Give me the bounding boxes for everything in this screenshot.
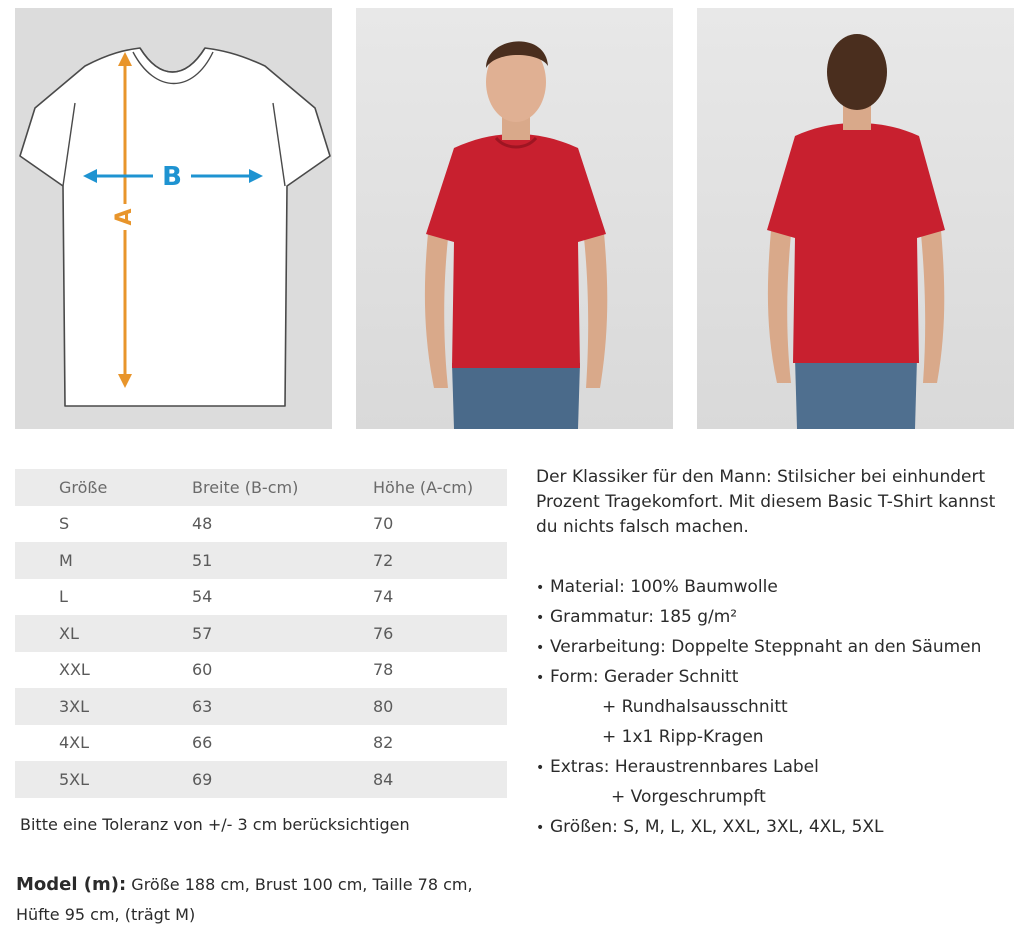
list-item: + Rundhalsausschnitt bbox=[602, 697, 788, 717]
bullet-icon: • bbox=[536, 640, 545, 656]
model-line1: Größe 188 cm, Brust 100 cm, Taille 78 cm, bbox=[126, 875, 473, 894]
width-cell: 51 bbox=[192, 542, 373, 579]
model-line2: Hüfte 95 cm, (trägt M) bbox=[16, 905, 196, 924]
size-cell: S bbox=[15, 506, 192, 543]
label-a: A bbox=[112, 208, 137, 226]
header-width: Breite (B-cm) bbox=[192, 469, 373, 506]
height-cell: 80 bbox=[373, 688, 507, 725]
label-b: B bbox=[162, 162, 182, 192]
list-item bbox=[536, 812, 1016, 842]
bullet-icon: • bbox=[536, 820, 545, 836]
feature-verarbeitung: Verarbeitung: Doppelte Steppnaht an den Säumen bbox=[550, 637, 982, 657]
table-row bbox=[15, 615, 507, 652]
size-cell: XL bbox=[15, 615, 192, 652]
feature-material: Material: 100% Baumwolle bbox=[550, 577, 778, 597]
header-height: Höhe (A-cm) bbox=[373, 469, 507, 506]
bullet-icon: • bbox=[536, 670, 545, 686]
list-item: + 1x1 Ripp-Kragen bbox=[602, 727, 764, 747]
list-item bbox=[536, 662, 1016, 692]
width-cell: 48 bbox=[192, 506, 373, 543]
size-cell: L bbox=[15, 579, 192, 616]
header-size: Größe bbox=[15, 469, 192, 506]
list-item bbox=[536, 572, 1016, 602]
table-row bbox=[15, 652, 507, 689]
size-cell: 3XL bbox=[15, 688, 192, 725]
width-cell: 60 bbox=[192, 652, 373, 689]
table-row bbox=[15, 542, 507, 579]
list-item bbox=[536, 632, 1016, 662]
size-cell: M bbox=[15, 542, 192, 579]
product-description: Der Klassiker für den Mann: Stilsicher bei einhundert Prozent Tragekomfort. Mit diesem Basic T-Shirt kannst du nichts falsch machen. bbox=[536, 467, 996, 537]
size-cell: XXL bbox=[15, 652, 192, 689]
height-cell: 70 bbox=[373, 506, 507, 543]
width-cell: 63 bbox=[192, 688, 373, 725]
feature-groessen: Größen: S, M, L, XL, XXL, 3XL, 4XL, 5XL bbox=[550, 817, 884, 837]
feature-form: Form: Gerader Schnitt bbox=[550, 667, 739, 687]
tshirt-measure-icon bbox=[15, 8, 332, 429]
model-front-photo bbox=[356, 8, 673, 429]
height-cell: 74 bbox=[373, 579, 507, 616]
feature-extras: Extras: Heraustrennbares Label bbox=[550, 757, 819, 777]
height-cell: 72 bbox=[373, 542, 507, 579]
tolerance-note: Bitte eine Toleranz von +/- 3 cm berücksichtigen bbox=[20, 815, 410, 834]
list-item bbox=[536, 602, 1016, 632]
width-cell: 69 bbox=[192, 761, 373, 798]
height-cell: 82 bbox=[373, 725, 507, 762]
table-row bbox=[15, 506, 507, 543]
model-label: Model (m): bbox=[16, 874, 127, 895]
model-info bbox=[16, 870, 516, 930]
table-row bbox=[15, 688, 507, 725]
table-row bbox=[15, 725, 507, 762]
height-cell: 76 bbox=[373, 615, 507, 652]
size-diagram bbox=[15, 8, 332, 429]
feature-list bbox=[536, 572, 1016, 842]
bullet-icon: • bbox=[536, 580, 545, 596]
width-cell: 54 bbox=[192, 579, 373, 616]
height-cell: 78 bbox=[373, 652, 507, 689]
width-cell: 66 bbox=[192, 725, 373, 762]
size-table bbox=[15, 469, 507, 798]
table-row bbox=[15, 579, 507, 616]
list-item: + Vorgeschrumpft bbox=[611, 787, 766, 807]
list-item bbox=[536, 752, 1016, 782]
feature-grammatur: Grammatur: 185 g/m² bbox=[550, 607, 738, 627]
size-cell: 4XL bbox=[15, 725, 192, 762]
bullet-icon: • bbox=[536, 760, 545, 776]
size-cell: 5XL bbox=[15, 761, 192, 798]
table-header-row bbox=[15, 469, 507, 506]
bullet-icon: • bbox=[536, 610, 545, 626]
table-row bbox=[15, 761, 507, 798]
model-back-photo bbox=[697, 8, 1014, 429]
height-cell: 84 bbox=[373, 761, 507, 798]
width-cell: 57 bbox=[192, 615, 373, 652]
